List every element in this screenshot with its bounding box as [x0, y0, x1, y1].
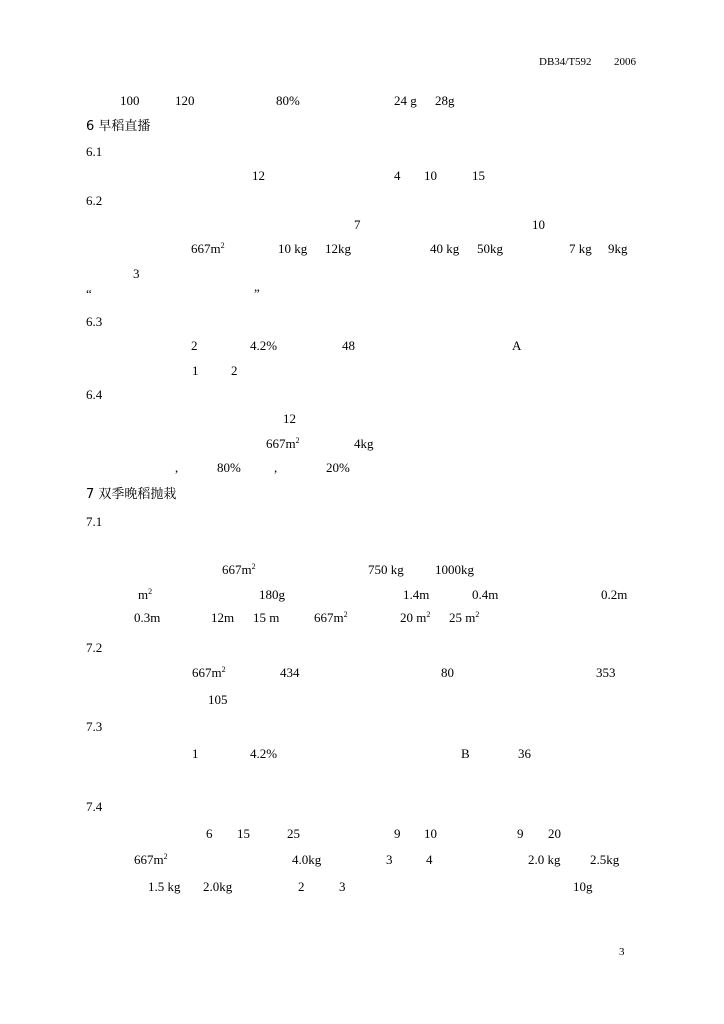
text-fragment: 3: [386, 852, 393, 867]
text-fragment: 2: [298, 879, 305, 894]
text-fragment: 15: [237, 826, 250, 841]
text-fragment: $667m^2$: [314, 610, 348, 625]
text-fragment: 10: [424, 826, 437, 841]
text-fragment: 0.4m: [472, 587, 499, 602]
text-fragment: 750 kg: [368, 562, 404, 577]
text-fragment: 9kg: [608, 241, 628, 256]
text-fragment: 4kg: [354, 436, 374, 451]
quote-close: ”: [254, 286, 260, 301]
text-fragment: $667m^2$: [191, 241, 225, 256]
text-fragment: 6: [206, 826, 213, 841]
quote-open: “: [86, 286, 92, 301]
text-fragment: 10: [424, 168, 437, 183]
text-fragment: 2.0 kg: [528, 852, 561, 867]
text-fragment: 4.2%: [250, 338, 278, 353]
text-fragment: 15: [472, 168, 485, 183]
text-fragment: 40 kg: [430, 241, 460, 256]
text-fragment: 48: [342, 338, 355, 353]
text-fragment: $667m^2$: [134, 852, 168, 867]
text-fragment: 1.4m: [403, 587, 430, 602]
text-fragment: A: [512, 338, 522, 353]
section-heading-6: 6 早稻直播: [86, 119, 151, 134]
text-fragment: 3: [339, 879, 346, 894]
text-fragment: 12: [252, 168, 265, 183]
text-fragment: 3: [133, 266, 140, 281]
doc-code: DB34/T592: [539, 56, 592, 68]
text-fragment: ,: [274, 460, 278, 475]
text-fragment: 2: [231, 363, 238, 378]
text-fragment: 9: [517, 826, 524, 841]
text-fragment: 4: [394, 168, 401, 183]
subsection-7-2: 7.2: [86, 640, 103, 655]
text-fragment: 100: [120, 93, 140, 108]
text-fragment: 434: [280, 665, 300, 680]
subsection-6-2: 6.2: [86, 193, 103, 208]
text-fragment: 353: [596, 665, 616, 680]
text-fragment: $667m^2$: [222, 562, 256, 577]
text-fragment: 4: [426, 852, 433, 867]
text-fragment: 25: [287, 826, 300, 841]
text-fragment: 1000kg: [435, 562, 474, 577]
text-fragment: 25 $m^2$: [449, 610, 480, 625]
text-fragment: 28g: [435, 93, 455, 108]
subsection-7-4: 7.4: [86, 799, 103, 814]
text-fragment: 4.0kg: [292, 852, 322, 867]
text-fragment: 10g: [573, 879, 593, 894]
subsection-6-4: 6.4: [86, 387, 103, 402]
text-fragment: 12m: [211, 610, 235, 625]
text-fragment: 15 m: [253, 610, 280, 625]
text-fragment: 7 kg: [569, 241, 592, 256]
page-number: 3: [619, 946, 625, 958]
text-fragment: 20: [548, 826, 561, 841]
text-fragment: 1: [192, 363, 199, 378]
text-fragment: 24 g: [394, 93, 417, 108]
text-fragment: 4.2%: [250, 746, 278, 761]
text-fragment: 12kg: [325, 241, 351, 256]
text-fragment: 0.2m: [601, 587, 628, 602]
text-fragment: 12: [283, 411, 296, 426]
text-fragment: 180g: [259, 587, 285, 602]
text-fragment: 20%: [326, 460, 350, 475]
text-fragment: 80%: [217, 460, 241, 475]
subsection-6-1: 6.1: [86, 144, 103, 159]
subsection-7-1: 7.1: [86, 514, 103, 529]
text-fragment: 36: [518, 746, 531, 761]
text-fragment: 20 $m^2$: [400, 610, 431, 625]
text-fragment: 1.5 kg: [148, 879, 181, 894]
doc-year: 2006: [614, 56, 636, 68]
text-fragment: 120: [175, 93, 195, 108]
subsection-6-3: 6.3: [86, 314, 103, 329]
text-fragment: 2: [191, 338, 198, 353]
text-fragment: 80: [441, 665, 454, 680]
text-fragment: $667m^2$: [266, 436, 300, 451]
text-fragment: B: [461, 746, 470, 761]
text-fragment: 10 kg: [278, 241, 308, 256]
text-fragment: ,: [175, 460, 179, 475]
subsection-7-3: 7.3: [86, 719, 103, 734]
text-fragment: 0.3m: [134, 610, 161, 625]
text-fragment: 80%: [276, 93, 300, 108]
text-fragment: 10: [532, 217, 545, 232]
text-fragment: 1: [192, 746, 199, 761]
text-fragment: 7: [354, 217, 361, 232]
text-fragment: $667m^2$: [192, 665, 226, 680]
text-fragment: 2.5kg: [590, 852, 620, 867]
text-fragment: $m^2$: [138, 587, 153, 602]
text-fragment: 2.0kg: [203, 879, 233, 894]
section-heading-7: 7 双季晚稻抛栽: [86, 487, 177, 502]
text-fragment: 9: [394, 826, 401, 841]
text-fragment: 105: [208, 692, 228, 707]
text-fragment: 50kg: [477, 241, 503, 256]
